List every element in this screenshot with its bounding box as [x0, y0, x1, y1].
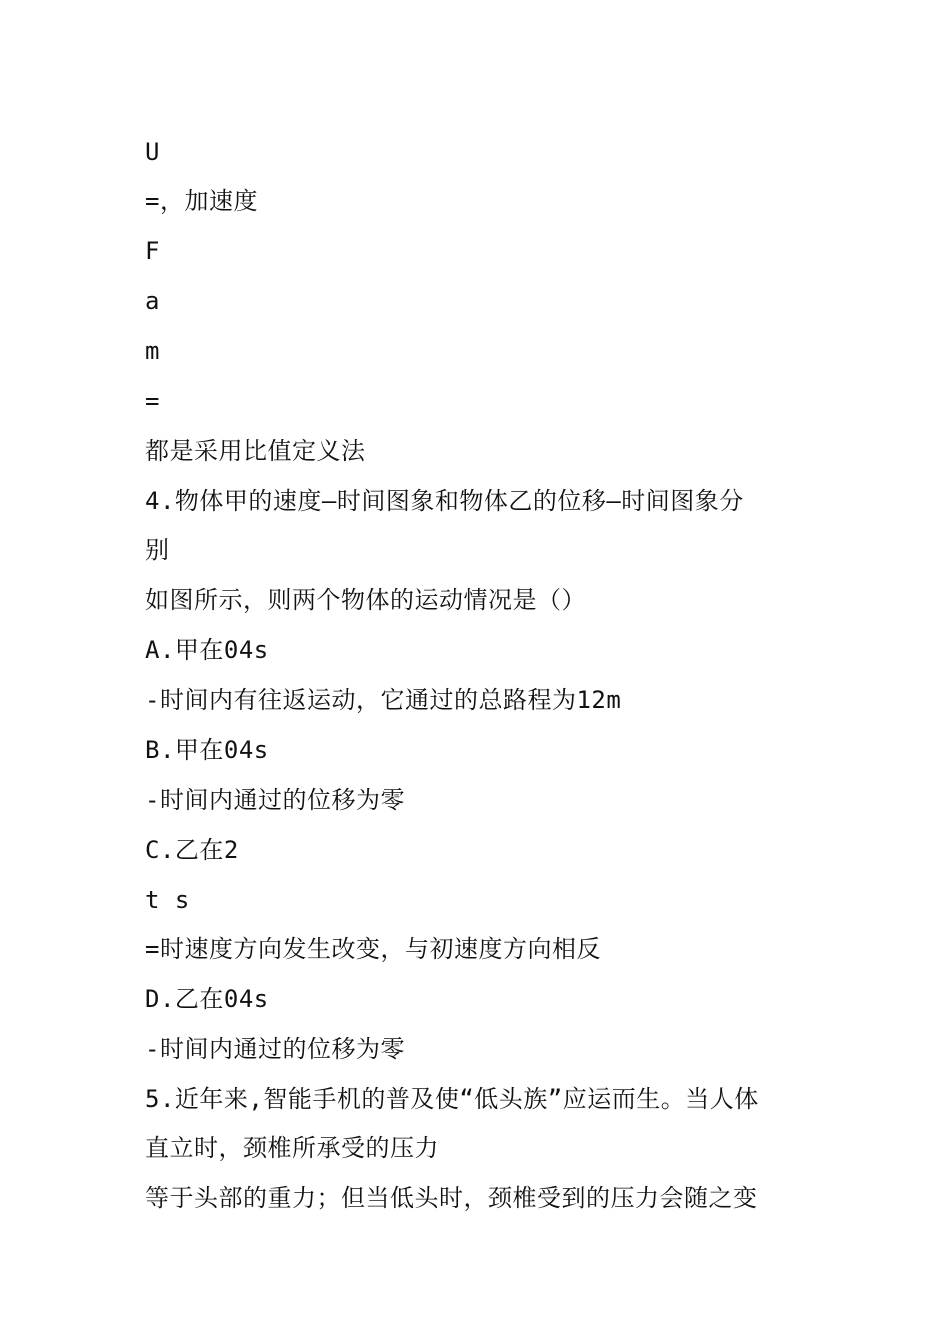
- text-line: U: [145, 138, 160, 166]
- text-line: -时间内通过的位移为零: [145, 1035, 405, 1063]
- question-5-text: 5.近年来,智能手机的普及使“低头族”应运而生。当人体: [145, 1085, 759, 1113]
- text-line: 直立时，颈椎所承受的压力: [145, 1134, 439, 1162]
- text-line: m: [145, 337, 160, 365]
- text-line: a: [145, 287, 160, 315]
- option-a: A.甲在04s: [145, 636, 269, 664]
- option-d: D.乙在04s: [145, 985, 269, 1013]
- text-line: =时速度方向发生改变，与初速度方向相反: [145, 935, 601, 963]
- text-line: 都是采用比值定义法: [145, 437, 366, 465]
- text-line: =，加速度: [145, 187, 258, 215]
- text-line: 别: [145, 536, 170, 564]
- option-b: B.甲在04s: [145, 736, 269, 764]
- question-4-text: 4.物体甲的速度—时间图象和物体乙的位移—时间图象分: [145, 487, 744, 515]
- text-line: t s: [145, 886, 190, 914]
- text-line: 如图所示，则两个物体的运动情况是（）: [145, 586, 586, 614]
- text-line: 等于头部的重力；但当低头时，颈椎受到的压力会随之变: [145, 1184, 758, 1212]
- text-line: -时间内有往返运动，它通过的总路程为12m: [145, 686, 622, 714]
- option-c: C.乙在2: [145, 836, 239, 864]
- text-line: -时间内通过的位移为零: [145, 786, 405, 814]
- text-line: =: [145, 387, 160, 415]
- text-line: F: [145, 237, 160, 265]
